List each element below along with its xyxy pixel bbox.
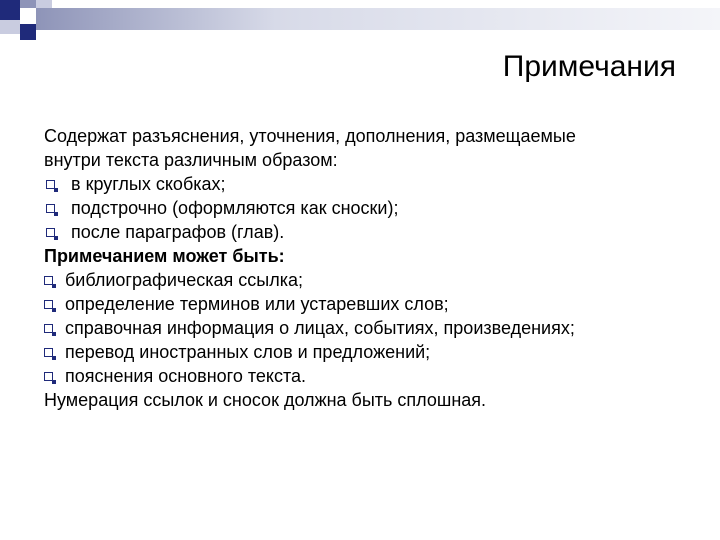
list-item: [44, 292, 694, 316]
list-item: [44, 220, 694, 244]
list-item-text: после параграфов (глав).: [71, 222, 285, 242]
square-bullet-icon: [44, 276, 53, 285]
list-item: [44, 268, 694, 292]
square-bullet-icon: [46, 204, 55, 213]
list-item-text: справочная информация о лицах, событиях, произведениях;: [65, 318, 575, 338]
square-bullet-icon: [44, 348, 53, 357]
square-bullet-icon: [44, 372, 53, 381]
list-item: [44, 172, 694, 196]
square-bullet-icon: [44, 300, 53, 309]
list-item: [44, 196, 694, 220]
list-item: [44, 364, 694, 388]
square-bullet-icon: [46, 180, 55, 189]
intro-line-1: Содержат разъяснения, уточнения, дополнения, размещаемые: [44, 126, 576, 146]
square-bullet-icon: [44, 324, 53, 333]
list-item: [44, 340, 694, 364]
footer-line: Нумерация ссылок и сносок должна быть сплошная.: [44, 390, 487, 410]
list-item-text: перевод иностранных слов и предложений;: [65, 342, 431, 362]
list-item-text: подстрочно (оформляются как сноски);: [71, 198, 399, 218]
list-item-text: в круглых скобках;: [71, 174, 226, 194]
list-item-text: пояснения основного текста.: [65, 366, 307, 386]
slide-body: [44, 124, 694, 412]
types-heading: Примечанием может быть:: [44, 246, 285, 266]
intro-line-2: внутри текста различным образом:: [44, 150, 338, 170]
list-item-text: библиографическая ссылка;: [65, 270, 304, 290]
list-item: [44, 316, 694, 340]
list-item-text: определение терминов или устаревших слов;: [65, 294, 449, 314]
slide-title: Примечания: [502, 50, 676, 83]
square-bullet-icon: [46, 228, 55, 237]
